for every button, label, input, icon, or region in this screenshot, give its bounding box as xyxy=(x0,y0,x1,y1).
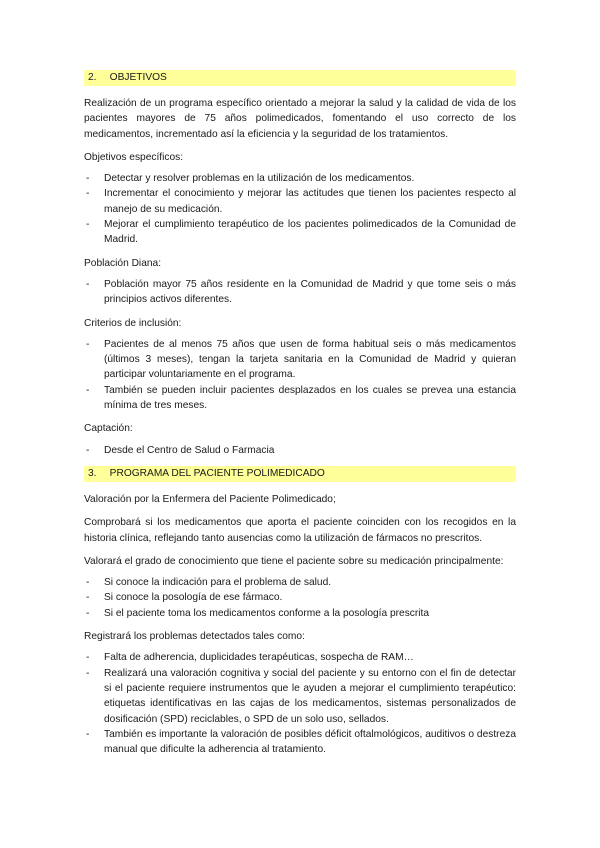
bullet-dash: - xyxy=(86,384,90,396)
conocimiento-list xyxy=(84,575,516,621)
bullet-dash: - xyxy=(86,652,90,664)
list-item: - Pacientes de al menos 75 años que usen de forma habitual seis o más medicamentos (últimos 3 meses), tengan la tarjeta sanitaria en la Comunidad de Madrid y quieran participar voluntariamente en el programa. xyxy=(86,338,516,381)
criterios-list xyxy=(84,337,516,413)
list-item: - Incrementar el conocimiento y mejorar las actitudes que tienen los pacientes respecto al manejo de su medicación. xyxy=(86,188,516,215)
objetivos-especificos-label: Objetivos específicos: xyxy=(84,151,184,163)
bullet-dash: - xyxy=(86,278,90,290)
bullet-dash: - xyxy=(86,188,90,200)
list-item: - Si conoce la posología de ese fármaco. xyxy=(84,590,516,605)
list-item: - También es importante la valoración de posibles déficit oftalmológicos, auditivos o destreza manual que dificulte la adherencia al tratamiento. xyxy=(86,728,516,756)
list-item: - Si conoce la indicación para el problema de salud. xyxy=(84,575,516,590)
registrara-paragraph: Registrará los problemas detectados tales como: xyxy=(84,631,305,643)
bullet-dash: - xyxy=(86,607,90,619)
bullet-dash: - xyxy=(86,592,90,604)
list-item: - Si el paciente toma los medicamentos conforme a la posología prescrita xyxy=(84,606,516,621)
valoracion-enfermera: Valoración por la Enfermera del Paciente Polimedicado; xyxy=(84,493,336,505)
list-item: - Mejorar el cumplimiento terapéutico de los pacientes polimedicados de la Comunidad de Madrid. xyxy=(86,219,516,246)
bullet-dash: - xyxy=(86,728,90,740)
bullet-dash: - xyxy=(86,444,90,456)
objetivos-list xyxy=(84,171,516,247)
poblacion-list xyxy=(84,277,516,308)
comprobara-paragraph: Comprobará si los medicamentos que aporta el paciente coinciden con los recogidos en la historia clínica, reflejando tanto ausencias como la utilización de fármacos no prescritos. xyxy=(84,517,516,544)
list-item: - Falta de adherencia, duplicidades terapéuticas, sospecha de RAM… xyxy=(84,650,516,665)
poblacion-label: Población Diana: xyxy=(84,257,162,269)
bullet-dash: - xyxy=(86,219,90,231)
section-title: PROGRAMA DEL PACIENTE POLIMEDICADO xyxy=(109,467,325,479)
section-title: OBJETIVOS xyxy=(109,72,167,83)
bullet-dash: - xyxy=(86,667,90,679)
captacion-list xyxy=(84,443,516,458)
list-item: - Desde el Centro de Salud o Farmacia xyxy=(84,443,516,458)
list-item: - Detectar y resolver problemas en la utilización de los medicamentos. xyxy=(84,171,516,186)
list-item: - Realizará una valoración cognitiva y social del paciente y su entorno con el fin de detectar si el paciente requiere instrumentos que le ayuden a mejorar el cumplimiento terapéutico: etiquetas identificativas en las cajas de los medicamentos, sistemas personalizados de dosificación (SPD) reciclables, o SPD de un solo uso, sellados. xyxy=(86,667,516,725)
bullet-dash: - xyxy=(86,338,90,350)
section-heading-programa xyxy=(84,466,516,482)
document-content xyxy=(84,70,516,765)
criterios-label: Criterios de inclusión: xyxy=(84,317,182,329)
section-number: 2. xyxy=(88,72,97,83)
section-number: 3. xyxy=(88,467,97,479)
bullet-dash: - xyxy=(86,173,90,185)
list-item: - También se pueden incluir pacientes desplazados en los cuales se prevea una estancia mínima de tres meses. xyxy=(86,384,516,412)
objetivos-intro: Realización de un programa específico orientado a mejorar la salud y la calidad de vida de los pacientes mayores de 75 años polimedicados, fomentando el uso correcto de los medicamentos, incrementado así la eficiencia y la seguridad de los tratamientos. xyxy=(84,98,516,140)
bullet-dash: - xyxy=(86,577,90,589)
valorara-paragraph: Valorará el grado de conocimiento que tiene el paciente sobre su medicación principalmente: xyxy=(84,555,504,567)
problemas-list xyxy=(84,650,516,757)
list-item: - Población mayor 75 años residente en la Comunidad de Madrid y que tome seis o más principios activos diferentes. xyxy=(86,278,516,306)
captacion-label: Captación: xyxy=(84,423,133,435)
section-heading-objetivos xyxy=(84,70,516,86)
